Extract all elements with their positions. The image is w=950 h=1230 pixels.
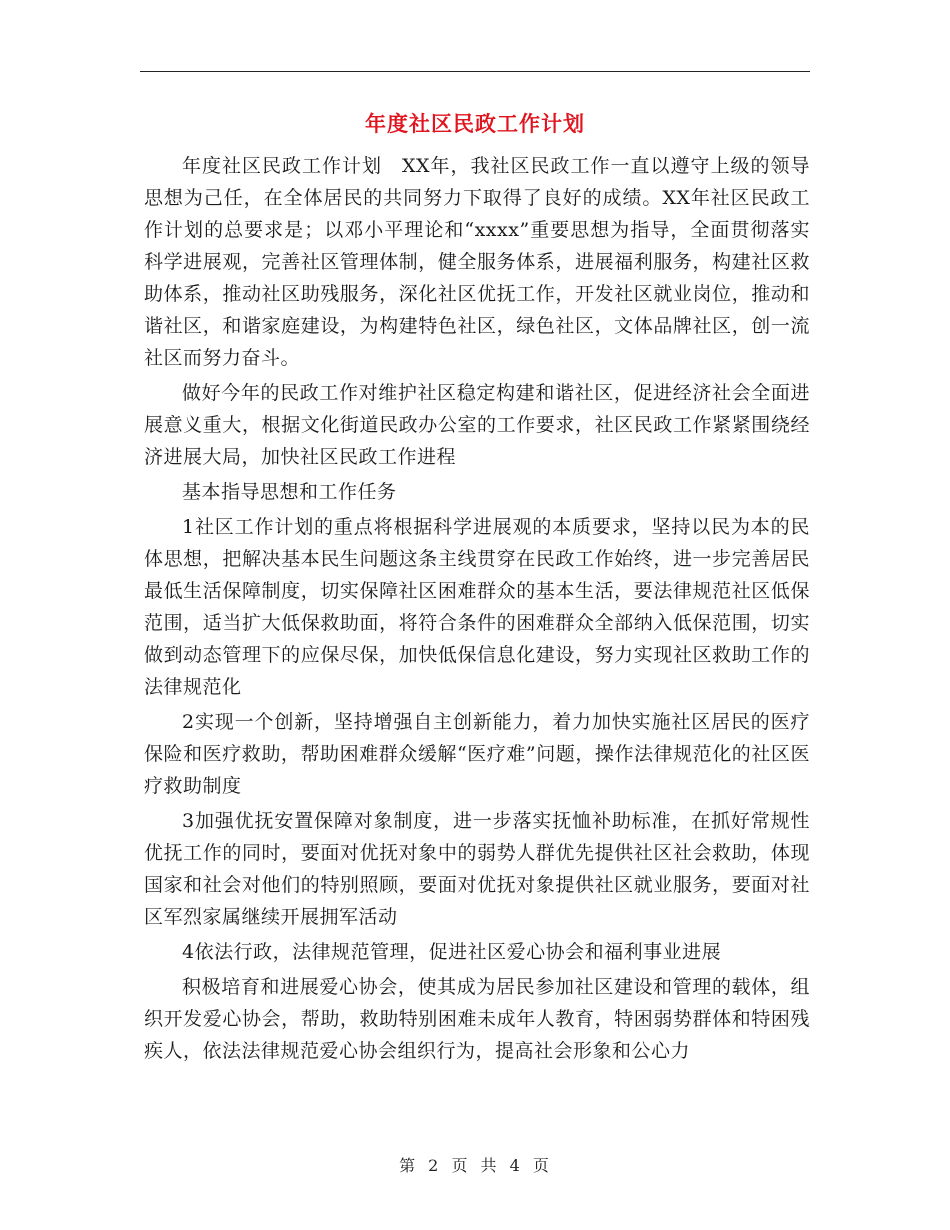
- paragraph-item-1: 1社区工作计划的重点将根据科学进展观的本质要求，坚持以民为本的民体思想，把解决基本民生问题这条主线贯穿在民政工作始终，进一步完善居民最低生活保障制度，切实保障社区困难群众的基本生活，要法律规范社区低保范围，适当扩大低保救助面，将符合条件的困难群众全部纳入低保范围，切实做到动态管理下的应保尽保，加快低保信息化建设，努力实现社区救助工作的法律规范化: [144, 516, 810, 698]
- header-rule: [140, 71, 810, 72]
- section-heading: 基本指导思想和工作任务: [182, 481, 397, 503]
- paragraph-item-4: 4依法行政，法律规范管理，促进社区爱心协会和福利事业进展: [182, 941, 722, 963]
- paragraph-significance: 做好今年的民政工作对维护社区稳定构建和谐社区，促进经济社会全面进展意义重大，根据文化街道民政办公室的工作要求，社区民政工作紧紧围绕经济进展大局，加快社区民政工作进程: [144, 382, 810, 468]
- paragraph-item-3: 3加强优抚安置保障对象制度，进一步落实抚恤补助标准，在抓好常规性优抚工作的同时，要面对优抚对象中的弱势人群优先提供社区社会救助，体现国家和社会对他们的特别照顾，要面对优抚对象提供社区就业服务，要面对社区军烈家属继续开展拥军活动: [144, 810, 810, 928]
- document-body: [144, 150, 810, 1070]
- document-title: 年度社区民政工作计划: [365, 111, 585, 136]
- paragraph-item-2: 2实现一个创新，坚持增强自主创新能力，着力加快实施社区居民的医疗保险和医疗救助，帮助困难群众缓解“医疗难”问题，操作法律规范化的社区医疗救助制度: [144, 711, 810, 797]
- page-footer: 第 2 页 共 4 页: [399, 1156, 551, 1175]
- paragraph-intro: 年度社区民政工作计划 XX年，我社区民政工作一直以遵守上级的领导思想为己任，在全体居民的共同努力下取得了良好的成绩。XX年社区民政工作计划的总要求是；以邓小平理论和“xxxx”重要思想为指导，全面贯彻落实科学进展观，完善社区管理体制，健全服务体系，进展福利服务，构建社区救助体系，推动社区助残服务，深化社区优抚工作，开发社区就业岗位，推动和谐社区，和谐家庭建设，为构建特色社区，绿色社区，文体品牌社区，创一流社区而努力奋斗。: [144, 155, 810, 369]
- paragraph-item-4-detail: 积极培育和进展爱心协会，使其成为居民参加社区建设和管理的载体，组织开发爱心协会，帮助，救助特别困难未成年人教育，特困弱势群体和特困残疾人，依法法律规范爱心协会组织行为，提高社会形象和公心力: [144, 976, 810, 1062]
